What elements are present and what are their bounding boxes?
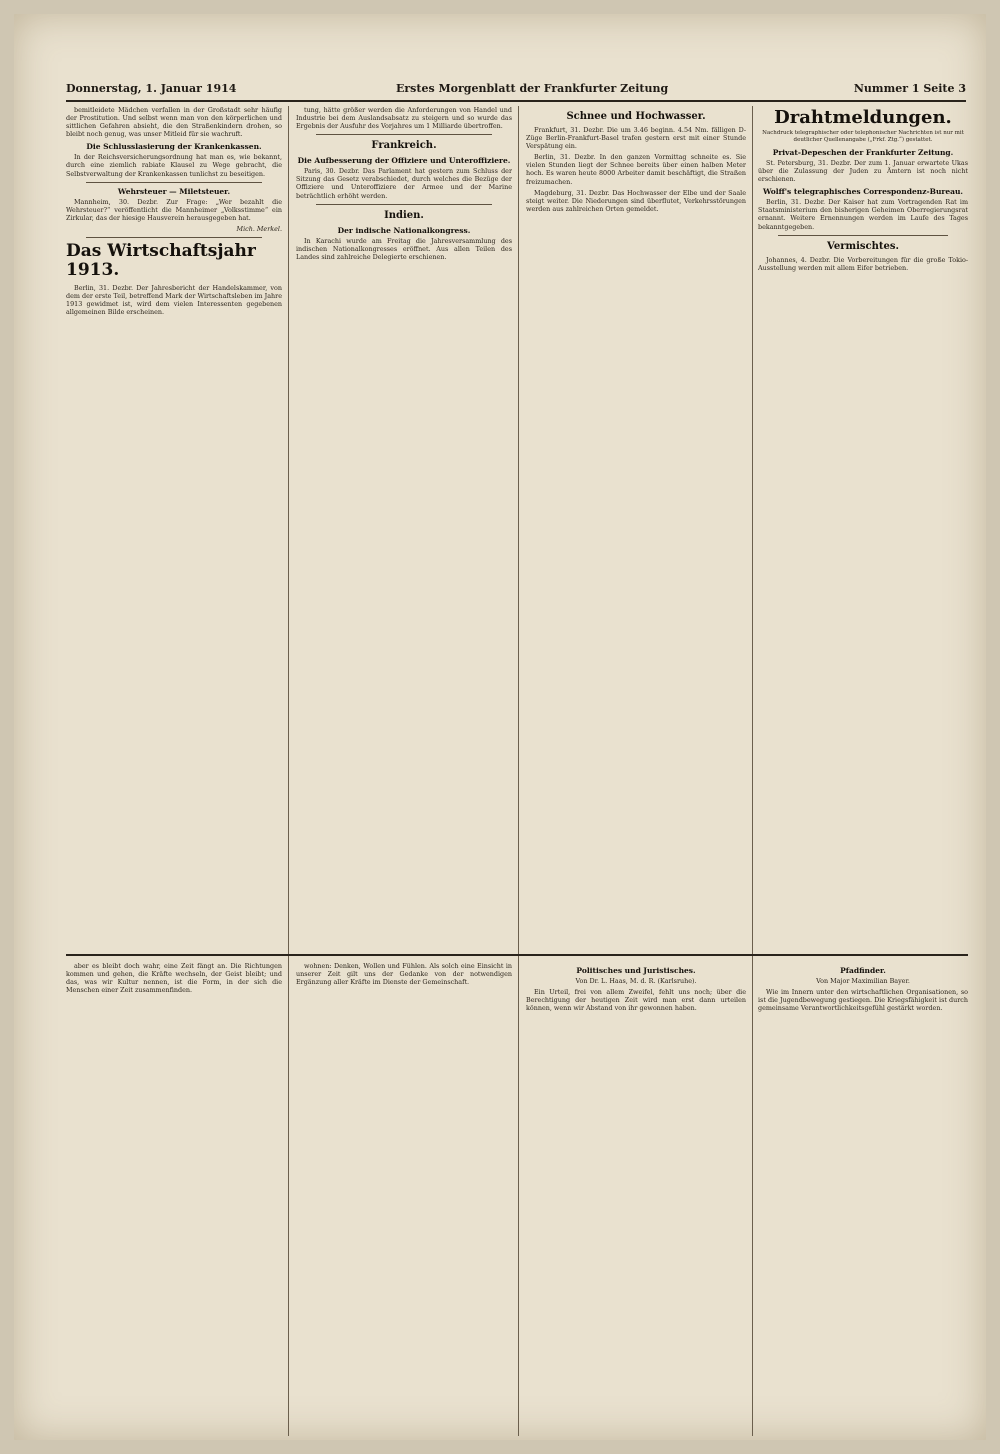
column-4 <box>758 106 968 946</box>
separator <box>86 237 262 238</box>
column-divider <box>752 106 753 1436</box>
article-heading: Wolff's telegraphisches Correspondenz-Bureau. <box>762 187 964 197</box>
article-text: Berlin, 31. Dezbr. Der Kaiser hat zum Vortragenden Rat im Staatsministerium den bisherigen Geheimen Oberregierungsrat ernannt. Weitere Ernennungen werden im Laufe des Tages bekanntgegeben. <box>758 198 968 231</box>
column-2 <box>296 106 512 946</box>
article-headline: Schnee und Hochwasser. <box>566 111 706 122</box>
feuilleton-text: Ein Urteil, frei von allem Zweifel, fehlt uns noch; über die Berechtigung der heutigen Zeit wird man erst dann urteilen können, wenn wir Abstand von ihr gewonnen haben. <box>526 988 746 1013</box>
page-header <box>66 78 966 102</box>
article-text: Magdeburg, 31. Dezbr. Das Hochwasser der Elbe und der Saale steigt weiter. Die Niederungen sind überflutet, Verkehrsstörungen werden aus zahlreichen Orten gemeldet. <box>526 188 746 213</box>
article-headline: Das Wirtschaftsjahr 1913. <box>66 241 256 281</box>
feuilleton-column-1 <box>66 962 282 1432</box>
feuilleton-text: Wie im Innern unter den wirtschaftlichen Organisationen, so ist die Jugendbewegung gestiegen. Die Kriegsfähigkeit ist durch gemeinsame Verantwortlichkeitsgefühl gestärkt worden. <box>758 988 968 1013</box>
article-heading: Wehrsteuer — Miletsteuer. <box>117 186 231 196</box>
article-headline: Vermischtes. <box>827 240 899 252</box>
article-text: Frankfurt, 31. Dezbr. Die um 3.46 beginn. 4.54 Nm. fälligen D-Züge Berlin-Frankfurt-Basel trafen gestern erst mit einer Stunde Verspätung ein. <box>526 126 746 151</box>
feuilleton-column-4 <box>758 962 968 1432</box>
article-text: St. Petersburg, 31. Dezbr. Der zum 1. Januar erwartete Ukas über die Zulassung der Juden zu Ämtern ist noch nicht erschienen. <box>758 159 968 184</box>
article-text: Berlin, 31. Dezbr. Der Jahresbericht der Handelskammer, von dem der erste Teil, betreffend Mark der Wirtschaftsleben im Jahre 1913 gewidmet ist, wird dem vielen Interessenten gegebenen allgemeinen Bilde erscheinen. <box>66 284 282 317</box>
article-text: Mannheim, 30. Dezbr. Zur Frage: „Wer bezahlt die Wehrsteuer?“ veröffentlicht die Mannheimer „Volksstimme“ ein Zirkular, das der hiesige Hausverein herausgegeben hat. <box>66 197 282 222</box>
article-subheading: Der indische Nationalkongress. <box>337 225 471 235</box>
article-text: Berlin, 31. Dezbr. In den ganzen Vormittag schneite es. Sie vielen Stunden liegt der Schnee bereits über einen halben Meter hoch. Es waren heute 8000 Arbeiter damit beschäftigt, die Straßen freizumachen. <box>526 153 746 186</box>
newspaper-page <box>14 14 986 1440</box>
signature: Mich. Merkel. <box>236 224 282 233</box>
column-3 <box>526 106 746 946</box>
feuilleton-author: Von Dr. L. Haas, M. d. R. (Karlsruhe). <box>575 977 697 985</box>
article-headline: Indien. <box>384 209 424 221</box>
column-divider <box>518 106 519 1436</box>
column-1 <box>66 106 282 946</box>
article-text: Johannes, 4. Dezbr. Die Vorbereitungen für die große Tokio-Ausstellung werden mit allem Eifer betrieben. <box>758 255 968 272</box>
header-paper-title: Erstes Morgenblatt der Frankfurter Zeitung <box>396 82 669 95</box>
article-subheading: Die Aufbesserung der Offiziere und Unteroffiziere. <box>297 156 511 166</box>
feuilleton-heading: Politisches und Juristisches. <box>576 966 696 975</box>
article-text: Paris, 30. Dezbr. Das Parlament hat gestern zum Schluss der Sitzung das Gesetz verabschiedet, durch welches die Bezüge der Offiziere und Unteroffiziere der Armee und der Marine beträchtlich erhöht werden. <box>296 167 512 200</box>
column-divider <box>288 106 289 1436</box>
feuilleton-text: wohnen: Denken, Wollen und Fühlen. Als solch eine Einsicht in unserer Zeit gilt uns der Gedanke von der notwendigen Ergänzung aller Kräfte im Dienste der Gemeinschaft. <box>296 962 512 987</box>
article-text: tung, hätte größer werden die Anforderungen von Handel und Industrie bei dem Auslandsabsatz zu steigern und so wurde das Ergebnis der Ausfuhr des Vorjahres um 1 Milliarde übertroffen. <box>296 106 512 131</box>
feuilleton-author: Von Major Maximilian Bayer. <box>816 977 910 985</box>
article-heading: Die Schlusslasierung der Krankenkassen. <box>86 142 262 152</box>
separator <box>778 235 948 236</box>
horizontal-divider <box>66 954 968 956</box>
feuilleton-column-2 <box>296 962 512 1432</box>
article-heading: Privat-Depeschen der Frankfurter Zeitung. <box>772 148 954 157</box>
feuilleton-text: aber es bleibt doch wahr, eine Zeit fängt an. Die Richtungen kommen und gehen, die Kräfte wechseln, der Geist bleibt; und das, was wir Kultur nennen, ist die Form, in der sich die Menschen einer Zeit zusammenfinden. <box>66 962 282 995</box>
article-text: bemitleidete Mädchen verfallen in der Großstadt sehr häufig der Prostitution. Und selbst wenn man von den körperlichen und sittlichen Gefahren absieht, die den Straßenkindern drohen, so bleibt noch genug, was unser Mitleid für sie wachruft. <box>66 106 282 139</box>
separator <box>316 134 492 135</box>
separator <box>86 182 262 183</box>
article-text: In der Reichsversicherungsordnung hat man es, wie bekannt, durch eine ziemlich rabiate Klausel zu Wege gebracht, die Selbstverwaltung der Krankenkassen tunlichst zu beseitigen. <box>66 153 282 178</box>
separator <box>316 204 492 205</box>
article-text: In Karachi wurde am Freitag die Jahresversammlung des indischen Nationalkongresses eröffnet. Aus allen Teilen des Landes sind zahlreiche Delegierte erschienen. <box>296 236 512 261</box>
article-headline: Frankreich. <box>371 140 437 152</box>
section-subtitle: Nachdruck telegraphischer oder telephonischer Nachrichten ist nur mit deutlicher Quellenangabe („Frkf. Ztg.“) gestattet. <box>762 130 964 143</box>
feuilleton-heading: Pfadfinder. <box>840 966 886 975</box>
header-page-number: Nummer 1 Seite 3 <box>853 82 966 95</box>
section-title: Drahtmeldungen. <box>774 107 952 128</box>
header-date: Donnerstag, 1. Januar 1914 <box>66 82 237 95</box>
feuilleton-column-3 <box>526 962 746 1432</box>
